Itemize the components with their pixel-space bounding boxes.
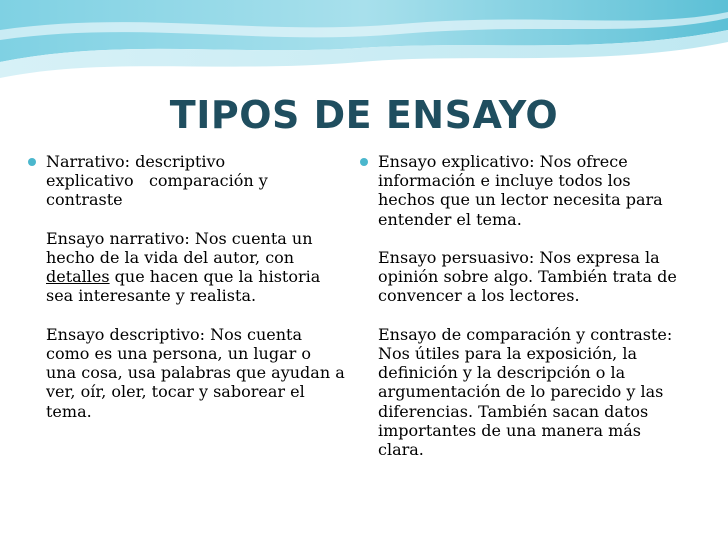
essay-types-line-1: Narrativo: descriptivo [46, 152, 226, 171]
narrative-text-after: que hacen que la historia sea interesante y realista. [46, 267, 321, 306]
explanatory-essay-paragraph: Ensayo explicativo: Nos ofrece información e incluye todos los hechos que un lector necesita para entender el tema. [378, 152, 663, 229]
narrative-text-before: Ensayo narrativo: Nos cuenta un hecho de la vida del autor, con [46, 228, 313, 267]
header-wave-decoration [0, 0, 728, 90]
essay-types-line-3: contraste [46, 190, 123, 210]
descriptive-essay-paragraph: Ensayo descriptivo: Nos cuenta como es una persona, un lugar o una cosa, usa palabras que ayudan a ver, oír, oler, tocar y saborear el tema. [46, 324, 345, 421]
bullet-dot-icon [360, 158, 368, 166]
essay-types-list [46, 152, 346, 210]
persuasive-essay-paragraph: Ensayo persuasivo: Nos expresa la opinión sobre algo. También trata de convencer a los lectores. [378, 248, 677, 306]
left-column [46, 152, 346, 421]
details-link[interactable]: detalles [46, 267, 110, 287]
essay-types-line-2: explicativo comparación y [46, 171, 268, 191]
comparison-essay-paragraph: Ensayo de comparación y contraste: Nos útiles para la exposición, la definición y la descripción o la argumentación de lo parecido y las diferencias. También sacan datos importantes de una manera más clara. [378, 324, 673, 460]
slide-title: TIPOS DE ENSAYO [169, 93, 559, 137]
narrative-essay-paragraph [46, 229, 346, 306]
right-column [378, 152, 690, 459]
bullet-dot-icon [28, 158, 36, 166]
